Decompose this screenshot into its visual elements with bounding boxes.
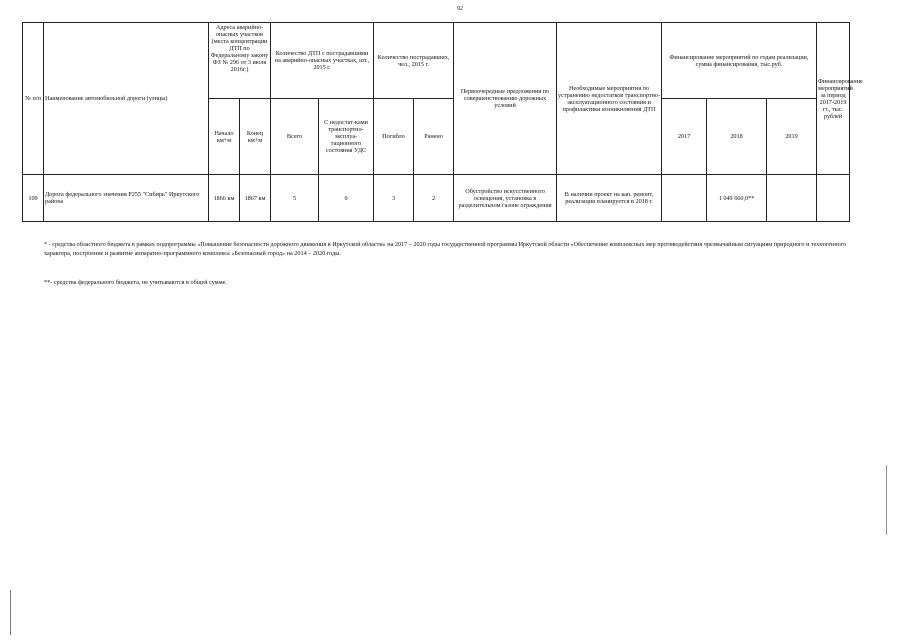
header-dtp-uds: С недостат-ками транспортно-эксплуа-тационного состояния УДС: [319, 99, 374, 175]
header-addr-start: Начало км+м: [209, 99, 240, 175]
header-addresses: Адреса аварийно-опасных участков (места концентрации ДТП по Федеральному закону ФЗ № 296 от 3 июля 2016г.): [209, 23, 271, 99]
header-proposals: Первоочередные предложения по совершенствованию дорожных условий: [454, 23, 557, 175]
header-road-name: Наименование автомобильной дороги (улицы): [44, 23, 209, 175]
cell-num: 109: [23, 175, 44, 222]
cell-measures: В наличии проект на кап. ремонт, реализация планируется в 2018 г.: [557, 175, 662, 222]
header-num: № п/п: [23, 23, 44, 175]
header-injured: Ранено: [414, 99, 454, 175]
cell-killed: 3: [374, 175, 414, 222]
header-year-2019: 2019: [767, 99, 817, 175]
table-row: [23, 175, 850, 222]
cell-addr-end: 1867 км: [240, 175, 271, 222]
cell-year-2018: 1 049 660,0**: [707, 175, 767, 222]
header-dtp-count: Количество ДТП с пострадавшими на аварийно-опасных участках, шт., 2015 г.: [271, 23, 374, 99]
header-funding-by-year: Финансирование мероприятий по годам реализации, сумма финансирования, тыс.руб.: [662, 23, 817, 99]
header-victims: Количество пострадавших, чел., 2015 г.: [374, 23, 454, 99]
scan-edge-right: [886, 465, 887, 535]
cell-funding-total: [817, 175, 850, 222]
road-safety-table: [22, 22, 863, 222]
header-year-2018: 2018: [707, 99, 767, 175]
header-killed: Погибло: [374, 99, 414, 175]
scan-edge-left: [10, 590, 11, 635]
cell-dtp-uds: 0: [319, 175, 374, 222]
header-measures: Необходимые мероприятия по устранению недостатков транспортно-эксплуатационного состояния и профилактики возникновения ДТП: [557, 23, 662, 175]
footnote-federal-budget: **- средства федерального бюджета, не учитываются в общей сумме.: [44, 279, 227, 286]
cell-proposals: Обустройство искусственного освещения, установка в разделительном газоне ограждения: [454, 175, 557, 222]
header-dtp-total: Всего: [271, 99, 319, 175]
header-funding-total: Финансирование мероприятий за период 2017-2019 гг., тыс. рублей: [817, 23, 850, 175]
cell-addr-start: 1866 км: [209, 175, 240, 222]
cell-road-name: Дорога федерального значения Р255 "Сибирь" Иркутского района: [44, 175, 209, 222]
cell-year-2019: [767, 175, 817, 222]
cell-injured: 2: [414, 175, 454, 222]
footnote-regional-budget: * - средства областного бюджета в рамках подпрограммы «Повышение безопасности дорожного движения в Иркутской области» на 2017 – 2020 годы государственной программы Иркутской области «Обеспечение комплексных мер противодействия чрезвычайным ситуациям природного и техногенного характера, построение и развитие аппаратно-программного комплекса «Безопасный город» на 2014 – 2020 годы.: [44, 241, 847, 257]
cell-dtp-total: 5: [271, 175, 319, 222]
header-addr-end: Конец км+м: [240, 99, 271, 175]
page-number: 92: [457, 6, 463, 12]
header-year-2017: 2017: [662, 99, 707, 175]
cell-year-2017: [662, 175, 707, 222]
